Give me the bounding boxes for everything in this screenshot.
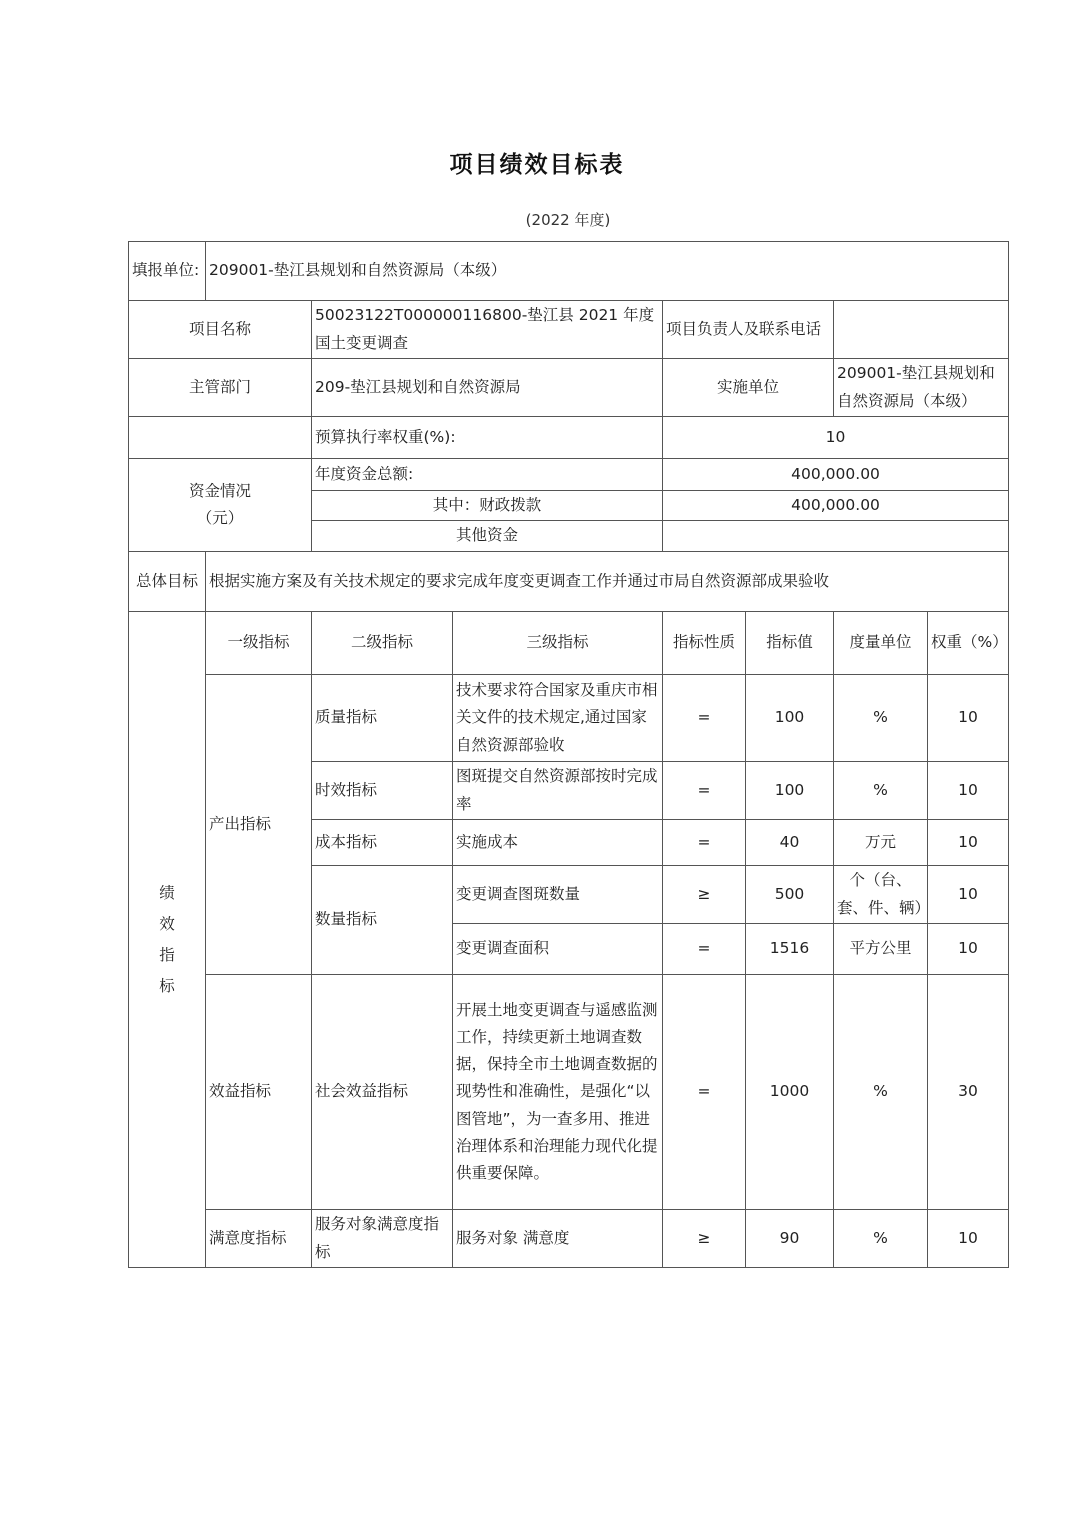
budget-spacer <box>129 417 312 459</box>
nature-cell: = <box>663 820 746 866</box>
project-name-label: 项目名称 <box>129 301 312 359</box>
value-cell: 1000 <box>746 975 834 1210</box>
dept-value: 209-垫江县规划和自然资源局 <box>312 359 663 417</box>
level3-cell: 变更调查面积 <box>453 924 663 975</box>
performance-table <box>128 241 1009 1268</box>
impl-unit-value: 209001-垫江县规划和自然资源局（本级） <box>834 359 1009 417</box>
weight-cell: 10 <box>928 762 1009 820</box>
level3-cell: 服务对象 满意度 <box>453 1210 663 1268</box>
funds-other-value <box>663 521 1009 552</box>
value-cell: 1516 <box>746 924 834 975</box>
level2-cell: 时效指标 <box>312 762 453 820</box>
project-contact-label: 项目负责人及联系电话 <box>663 301 834 359</box>
budget-weight-value: 10 <box>663 417 1009 459</box>
header-level1: 一级指标 <box>206 612 312 675</box>
funds-total-value: 400,000.00 <box>663 459 1009 491</box>
goal-value: 根据实施方案及有关技术规定的要求完成年度变更调查工作并通过市局自然资源部成果验收 <box>206 552 1009 612</box>
nature-cell: = <box>663 924 746 975</box>
level3-cell: 开展土地变更调查与遥感监测工作，持续更新土地调查数据，保持全市土地调查数据的现势性和准确性，是强化“以图管地”，为一查多用、推进治理体系和治理能力现代化提供重要保障。 <box>453 975 663 1210</box>
funds-label <box>129 459 312 552</box>
project-name-value: 50023122T000000116800-垫江县 2021 年度国土变更调查 <box>312 301 663 359</box>
weight-cell: 10 <box>928 675 1009 762</box>
level1-output: 产出指标 <box>206 675 312 975</box>
unit-cell: 平方公里 <box>834 924 928 975</box>
funds-fiscal-value: 400,000.00 <box>663 491 1009 521</box>
level1-satisfaction: 满意度指标 <box>206 1210 312 1268</box>
header-nature: 指标性质 <box>663 612 746 675</box>
value-cell: 100 <box>746 675 834 762</box>
weight-cell: 10 <box>928 820 1009 866</box>
level1-benefit: 效益指标 <box>206 975 312 1210</box>
funds-unit: （元） <box>196 509 244 527</box>
level2-cell: 社会效益指标 <box>312 975 453 1210</box>
goal-label: 总体目标 <box>129 552 206 612</box>
header-level3: 三级指标 <box>453 612 663 675</box>
unit-cell: % <box>834 975 928 1210</box>
year-subtitle: (2022 年度) <box>525 211 611 229</box>
page-title: 项目绩效目标表 <box>449 152 625 178</box>
budget-weight-label: 预算执行率权重(%): <box>312 417 663 459</box>
project-contact-value <box>834 301 1009 359</box>
header-level2: 二级指标 <box>312 612 453 675</box>
funds-total-label: 年度资金总额: <box>312 459 663 491</box>
funds-fiscal-label: 其中：财政拨款 <box>312 491 663 521</box>
level2-cell: 数量指标 <box>312 866 453 975</box>
level3-cell: 实施成本 <box>453 820 663 866</box>
weight-cell: 10 <box>928 924 1009 975</box>
perf-label-char: 效 <box>159 914 175 933</box>
header-weight: 权重（%） <box>928 612 1009 675</box>
funds-label-text: 资金情况 <box>188 481 251 500</box>
perf-label <box>129 612 206 1268</box>
weight-cell: 10 <box>928 866 1009 924</box>
nature-cell: = <box>663 975 746 1210</box>
nature-cell: = <box>663 675 746 762</box>
perf-label-char: 绩 <box>159 883 175 902</box>
fill-unit-value: 209001-垫江县规划和自然资源局（本级） <box>206 242 1009 301</box>
perf-label-char: 标 <box>159 976 175 995</box>
level3-cell: 技术要求符合国家及重庆市相关文件的技术规定,通过国家自然资源部验收 <box>453 675 663 762</box>
funds-other-label: 其他资金 <box>312 521 663 552</box>
level3-cell: 变更调查图斑数量 <box>453 866 663 924</box>
nature-cell: = <box>663 762 746 820</box>
weight-cell: 10 <box>928 1210 1009 1268</box>
impl-unit-label: 实施单位 <box>663 359 834 417</box>
unit-cell: % <box>834 762 928 820</box>
unit-cell: 个（台、套、件、辆） <box>834 866 928 924</box>
header-value: 指标值 <box>746 612 834 675</box>
unit-cell: 万元 <box>834 820 928 866</box>
perf-label-char: 指 <box>159 945 175 964</box>
value-cell: 100 <box>746 762 834 820</box>
fill-unit-label: 填报单位: <box>129 242 206 301</box>
nature-cell: ≥ <box>663 1210 746 1268</box>
dept-label: 主管部门 <box>129 359 312 417</box>
unit-cell: % <box>834 675 928 762</box>
value-cell: 90 <box>746 1210 834 1268</box>
level2-cell: 服务对象满意度指标 <box>312 1210 453 1268</box>
unit-cell: % <box>834 1210 928 1268</box>
value-cell: 500 <box>746 866 834 924</box>
level2-cell: 质量指标 <box>312 675 453 762</box>
level3-cell: 图斑提交自然资源部按时完成率 <box>453 762 663 820</box>
header-unit: 度量单位 <box>834 612 928 675</box>
level2-cell: 成本指标 <box>312 820 453 866</box>
nature-cell: ≥ <box>663 866 746 924</box>
weight-cell: 30 <box>928 975 1009 1210</box>
value-cell: 40 <box>746 820 834 866</box>
